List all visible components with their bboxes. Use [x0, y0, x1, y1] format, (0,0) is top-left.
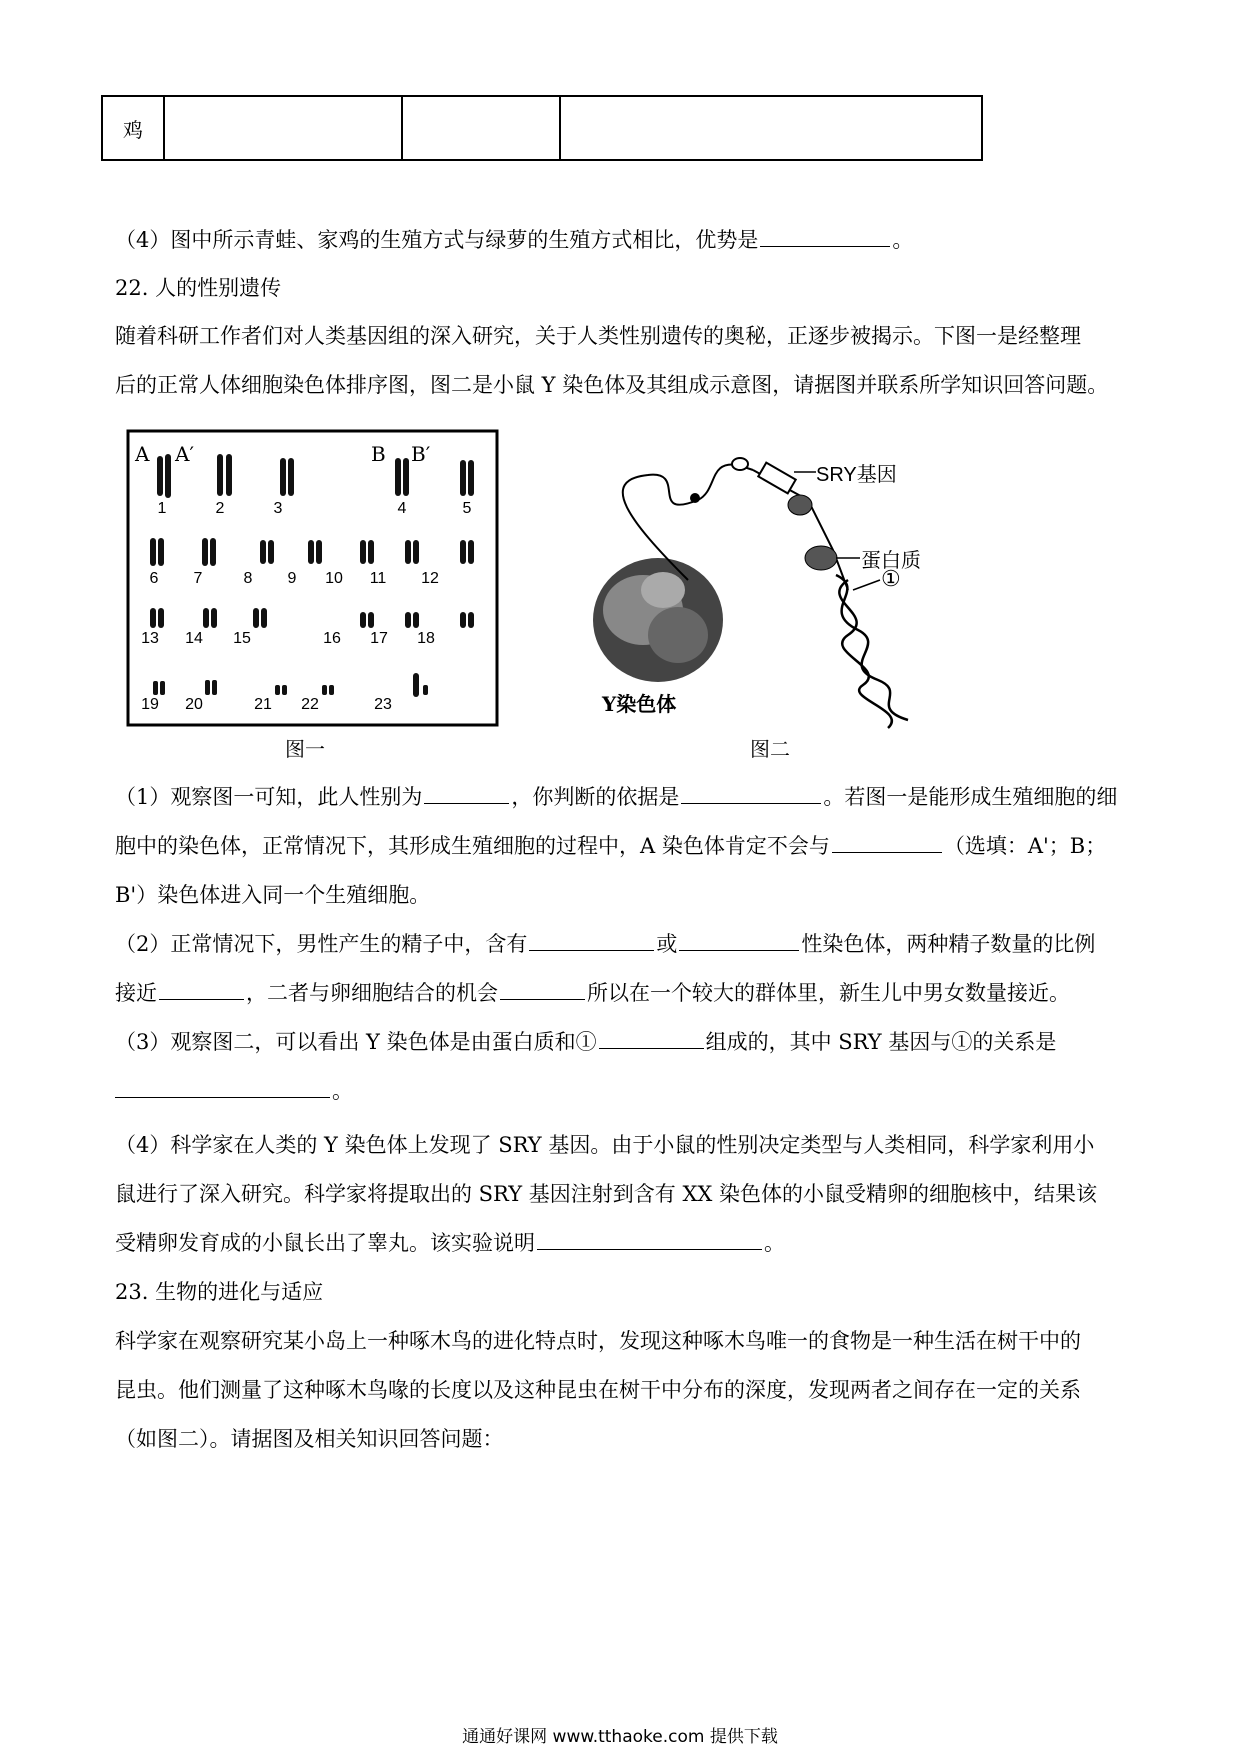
q22-part2-line1: （2）正常情况下，男性产生的精子中，含有 或 性染色体，两种精子数量的比例 [115, 932, 1096, 956]
q22-part3-line1: （3）观察图二，可以看出 Y 染色体是由蛋白质和① 组成的，其中 SRY 基因与①的关系是 [115, 1030, 1057, 1054]
q22-heading: 22. 人的性别遗传 [115, 276, 282, 300]
chromosome-number-18: 18 [417, 630, 435, 647]
chromosome-number-6: 6 [149, 570, 159, 587]
label-b: B [371, 442, 386, 466]
table-row [102, 96, 982, 160]
table-cell [402, 96, 560, 160]
q22-part2-line2: 接近 ，二者与卵细胞结合的机会 所以在一个较大的群体里，新生儿中男女数量接近。 [115, 981, 1070, 1005]
label-a: A [135, 442, 150, 466]
y-chromosome-figure [568, 440, 998, 760]
chromosome-number-13: 13 [141, 630, 159, 647]
chromosome-number-2: 2 [215, 500, 225, 517]
q21-part4: （4）图中所示青蛙、家鸡的生殖方式与绿萝的生殖方式相比，优势是 。 [115, 228, 914, 252]
chromosome-number-16: 16 [323, 630, 341, 647]
chromosome-number-5: 5 [462, 500, 472, 517]
q23-line3: （如图二）。请据图及相关知识回答问题： [115, 1427, 504, 1451]
answer-blank[interactable] [159, 979, 244, 1000]
answer-blank[interactable] [681, 783, 821, 804]
chromosome-number-4: 4 [397, 500, 407, 517]
label-a-prime: A′ [175, 442, 194, 466]
label-sry-gene: SRY基因 [816, 464, 897, 486]
chromosome-number-1: 1 [157, 500, 167, 517]
label-protein: 蛋白质 [861, 548, 921, 572]
answer-blank[interactable] [537, 1229, 762, 1250]
answer-blank[interactable] [679, 930, 799, 951]
label-y-chromosome: Y染色体 [602, 692, 677, 716]
label-circle-1: ① [881, 567, 901, 592]
chromosome-number-10: 10 [325, 570, 343, 587]
q23-heading: 23. 生物的进化与适应 [115, 1280, 324, 1304]
answer-blank[interactable] [760, 226, 890, 247]
answer-blank[interactable] [599, 1028, 704, 1049]
chromosome-number-12: 12 [421, 570, 439, 587]
karyotype-figure [125, 428, 500, 761]
q22-intro-line2: 后的正常人体细胞染色体排序图，图二是小鼠 Y 染色体及其组成示意图，请据图并联系所学知识回答问题。 [115, 373, 1109, 397]
q22-part4-line2: 鼠进行了深入研究。科学家将提取出的 SRY 基因注射到含有 XX 染色体的小鼠受精卵的细胞核中，结果该 [115, 1182, 1098, 1206]
fig1-caption: 图一 [285, 737, 325, 761]
label-b-prime: B′ [411, 442, 431, 466]
answer-blank[interactable] [115, 1077, 330, 1098]
chromosome-number-19: 19 [141, 696, 159, 713]
chromosome-number-9: 9 [287, 570, 297, 587]
chromosome-number-15: 15 [233, 630, 251, 647]
table-cell [164, 96, 402, 160]
answer-blank[interactable] [832, 832, 942, 853]
chromosome-number-7: 7 [193, 570, 203, 587]
page-footer: 通通好课网 www.tthaoke.com 提供下载 [462, 1727, 778, 1747]
answer-table [101, 95, 983, 161]
answer-blank[interactable] [424, 783, 509, 804]
q22-part4-line3: 受精卵发育成的小鼠长出了睾丸。该实验说明 。 [115, 1231, 785, 1255]
chromosome-number-21: 21 [254, 696, 272, 713]
table-row-label: 鸡 [102, 96, 164, 160]
chromosome-number-8: 8 [243, 570, 253, 587]
q23-line1: 科学家在观察研究某小岛上一种啄木鸟的进化特点时，发现这种啄木鸟唯一的食物是一种生活在树干中的 [115, 1329, 1081, 1353]
q22-part4-line1: （4）科学家在人类的 Y 染色体上发现了 SRY 基因。由于小鼠的性别决定类型与人类相同，科学家利用小 [115, 1133, 1095, 1157]
chromosome-number-3: 3 [273, 500, 283, 517]
chromosome-number-22: 22 [301, 696, 319, 713]
answer-blank[interactable] [500, 979, 585, 1000]
chromosome-number-11: 11 [369, 570, 387, 587]
chromosome-number-20: 20 [185, 696, 203, 713]
q22-part3-line2: 。 [115, 1066, 1135, 1116]
chromosome-number-23: 23 [374, 696, 392, 713]
chromosome-number-17: 17 [370, 630, 388, 647]
table-cell [560, 96, 982, 160]
q23-line2: 昆虫。他们测量了这种啄木鸟喙的长度以及这种昆虫在树干中分布的深度，发现两者之间存在一定的关系 [115, 1378, 1081, 1402]
fig2-caption: 图二 [750, 737, 790, 761]
q22-part1-line2: 胞中的染色体，正常情况下，其形成生殖细胞的过程中，A 染色体肯定不会与 （选填：A'；B； [115, 834, 1107, 858]
answer-blank[interactable] [529, 930, 654, 951]
q22-part1-line3: B'）染色体进入同一个生殖细胞。 [115, 883, 431, 907]
q22-part1-line1: （1）观察图一可知，此人性别为 ，你判断的依据是 。若图一是能形成生殖细胞的细 [115, 785, 1118, 809]
q22-intro-line1: 随着科研工作者们对人类基因组的深入研究，关于人类性别遗传的奥秘，正逐步被揭示。下图一是经整理 [115, 324, 1081, 348]
chromosome-number-14: 14 [185, 630, 203, 647]
chromatin-blob [593, 558, 723, 682]
